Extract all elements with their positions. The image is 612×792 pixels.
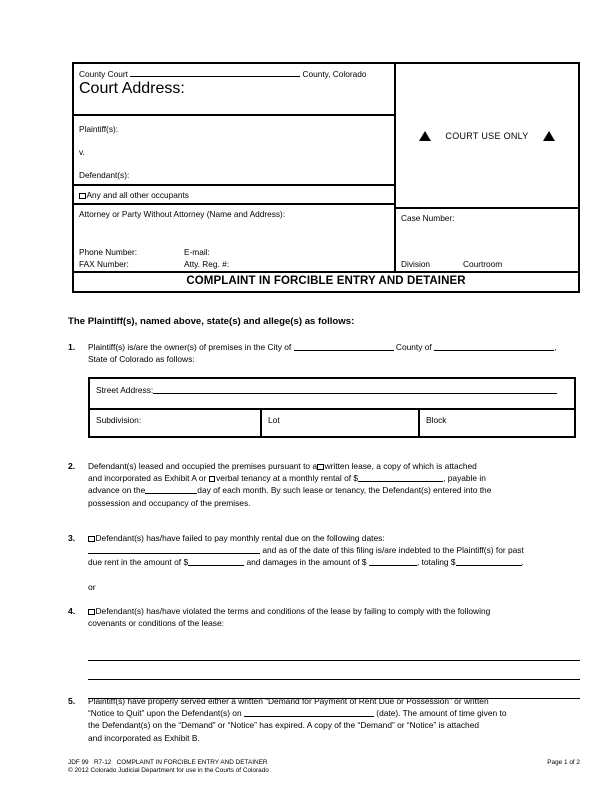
caption-box [72,62,580,293]
attorney-contact-rows [79,246,390,270]
form-title-bar: COMPLAINT IN FORCIBLE ENTRY AND DETAINER [74,271,578,291]
county-colorado-label: County, Colorado [302,69,367,79]
item-3-part-d: and damages in the amount of $ [246,557,367,568]
item-3-text [88,532,580,569]
subdivision-lot-block-row [90,410,574,436]
county-input[interactable] [434,342,554,351]
item-1-part-b: County of [395,342,432,352]
item-3-part-e: , totaling $ [416,557,456,568]
item-5-part-c: (date). The amount of time given to [376,708,507,719]
street-address-input[interactable] [153,385,557,394]
failed-to-pay-checkbox[interactable] [88,536,95,543]
county-court-label: County Court [79,69,128,79]
attorney-block [74,203,394,271]
phone-email-row [79,246,390,258]
allegation-item-5 [68,695,580,744]
footer-page-number: Page 1 of 2 [547,759,580,766]
rental-due-dates-input[interactable] [88,545,260,554]
item-2-part-b: and incorporated as Exhibit A or [88,473,207,484]
footer-form-name: COMPLAINT IN FORCIBLE ENTRY AND DETAINER [116,759,268,766]
day-of-month-input[interactable] [145,485,197,494]
item-5-part-b: “Notice to Quit” upon the Defendant(s) on [88,708,242,719]
item-2-number: 2. [68,461,76,471]
caption-upper-columns [74,64,578,271]
fax-reg-row [79,258,390,270]
county-name-input[interactable] [130,67,300,77]
court-identity-block [74,64,394,116]
other-occupants-checkbox[interactable] [79,193,86,200]
block-cell[interactable] [420,410,574,436]
blank-spacer [88,622,580,642]
page-footer [68,759,580,776]
item-5-text [88,695,580,744]
covenant-blank-lines [88,622,580,699]
item-3-part-c: due rent in the amount of $ [88,557,189,568]
item-1-number: 1. [68,342,76,352]
violated-lease-checkbox[interactable] [88,609,95,616]
item-2-part-e: day of each month. By such lease or tenancy, the Defendant(s) entered into the [197,485,492,496]
blank-line-1[interactable] [88,642,580,661]
street-address-label: Street Address: [96,385,154,395]
item-3-number: 3. [68,533,76,543]
subdivision-label: Subdivision: [96,415,142,425]
allegation-item-1 [68,341,580,365]
item-5-part-e: and incorporated as Exhibit B. [88,732,200,743]
defendant-label: Defendant(s): [79,170,130,180]
item-2-text [88,460,580,509]
division-courtroom-row [401,258,574,270]
party-names-block [74,116,394,184]
courtroom-label: Courtroom [463,259,503,269]
triangle-right-icon [543,131,555,141]
lot-label: Lot [268,415,280,425]
item-4-number: 4. [68,606,76,616]
blank-line-2[interactable] [88,661,580,680]
attorney-label: Attorney or Party Without Attorney (Name and Address): [79,209,286,219]
item-2-part-f: possession and occupancy of the premises. [88,497,251,508]
notice-service-date-input[interactable] [244,708,374,717]
court-use-only-label: COURT USE ONLY [445,130,529,141]
allegation-item-3 [68,532,580,569]
fax-number-label: FAX Number: [79,259,129,269]
item-1-part-a: Plaintiff(s) is/are the owner(s) of premises in the City of [88,342,292,352]
verbal-tenancy-checkbox[interactable] [209,476,216,483]
allegation-item-2 [68,460,580,509]
item-3-part-b: and as of the date of this filing is/are indebted to the Plaintiff(s) for past [262,545,524,556]
case-number-cell [396,209,578,271]
division-label: Division [401,259,431,269]
item-2-part-d: advance on the [88,485,146,496]
written-lease-checkbox[interactable] [317,464,324,471]
versus-label: v. [79,147,85,157]
past-due-rent-input[interactable] [188,557,244,566]
item-1-part-c: State of Colorado as follows: [88,354,195,365]
caption-left-column [74,64,396,271]
footer-revision: R7-12 [93,759,112,766]
item-5-part-a: Plaintiff(s) have properly served either a written “Demand for Payment of Rent Due or Possession” or written [88,696,489,706]
email-label: E-mail: [184,247,210,257]
item-2-part-a: Defendant(s) leased and occupied the premises pursuant to a [88,461,318,471]
monthly-rental-input[interactable] [358,473,443,482]
property-description-table [88,377,576,438]
or-separator: or [88,582,96,592]
phone-number-label: Phone Number: [79,247,138,257]
item-5-part-d: the Defendant(s) on the “Demand” or “Notice” has expired. A copy of the “Demand” or “Notice” is attached [88,720,480,731]
item-4-part-b: covenants or conditions of the lease: [88,618,224,629]
subdivision-cell[interactable] [90,410,262,436]
item-2-part-c: , payable in [443,473,486,484]
total-amount-input[interactable] [456,557,522,566]
footer-copyright: © 2012 Colorado Judicial Department for use in the Courts of Colorado [68,767,269,775]
other-occupants-row [74,184,394,203]
triangle-left-icon [419,131,431,141]
footer-form-id: JDF 99 [68,759,89,766]
case-number-label: Case Number: [401,213,455,223]
item-4-part-a: Defendant(s) has/have violated the terms and conditions of the lease by failing to comply with the following [95,606,491,616]
street-address-row [90,379,574,410]
plaintiff-label: Plaintiff(s): [79,124,119,134]
block-label: Block [426,415,447,425]
caption-right-column [396,64,578,271]
item-3-part-f: . [521,557,524,568]
verbal-tenancy-label: verbal tenancy at a monthly rental of $ [216,473,359,484]
other-occupants-label: Any and all other occupants [86,190,189,200]
atty-reg-label: Atty. Reg. #: [184,259,230,269]
court-address-label: Court Address: [79,80,185,97]
item-3-part-a: Defendant(s) has/have failed to pay monthly rental due on the following dates: [95,533,385,543]
written-lease-label: written lease, a copy of which is attached [324,461,477,471]
item-1-text: Plaintiff(s) is/are the owner(s) of premises in the City of County of , State of Colorado as follows: [88,342,557,365]
item-5-number: 5. [68,696,76,706]
city-input[interactable] [294,342,394,351]
lot-cell[interactable] [262,410,420,436]
court-use-only-cell [396,64,578,209]
court-name-row [79,67,390,80]
damages-amount-input[interactable] [369,557,417,566]
intro-statement: The Plaintiff(s), named above, state(s) and allege(s) as follows: [68,316,355,327]
